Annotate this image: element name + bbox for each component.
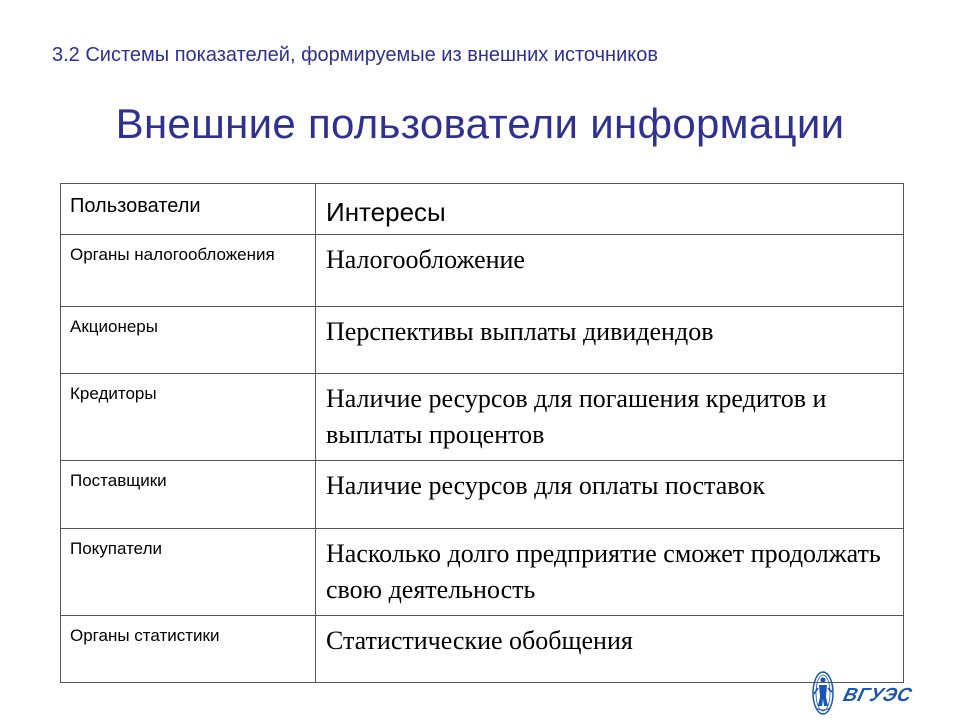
table-row [61, 374, 904, 461]
user-cell: Кредиторы [61, 374, 316, 461]
table-row [61, 461, 904, 529]
table-row [61, 235, 904, 307]
user-cell: Покупатели [61, 529, 316, 616]
table-row [61, 529, 904, 616]
interest-cell: Насколько долго предприятие сможет продолжать свою деятельность [316, 529, 904, 616]
user-cell: Органы налогообложения [61, 235, 316, 307]
interest-cell: Налогообложение [316, 235, 904, 307]
interest-cell: Перспективы выплаты дивидендов [316, 307, 904, 374]
interest-cell: Наличие ресурсов для оплаты поставок [316, 461, 904, 529]
table-header-row [61, 184, 904, 235]
table-row [61, 307, 904, 374]
column-header-users: Пользователи [61, 184, 316, 235]
user-cell: Акционеры [61, 307, 316, 374]
user-cell: Поставщики [61, 461, 316, 529]
users-interests-table [60, 183, 904, 683]
interest-cell: Статистические обобщения [316, 616, 904, 683]
column-header-interests: Интересы [316, 184, 904, 235]
slide-title: Внешние пользователи информации [115, 100, 845, 147]
university-logo [810, 670, 930, 716]
interest-cell: Наличие ресурсов для погашения кредитов и выплаты процентов [316, 374, 904, 461]
slide-subtitle: 3.2 Системы показателей, формируемые из внешних источников [52, 44, 658, 66]
university-emblem-icon [810, 670, 930, 716]
table-row [61, 616, 904, 683]
svg-text:ВГУЭС: ВГУЭС [841, 685, 915, 706]
user-cell: Органы статистики [61, 616, 316, 683]
